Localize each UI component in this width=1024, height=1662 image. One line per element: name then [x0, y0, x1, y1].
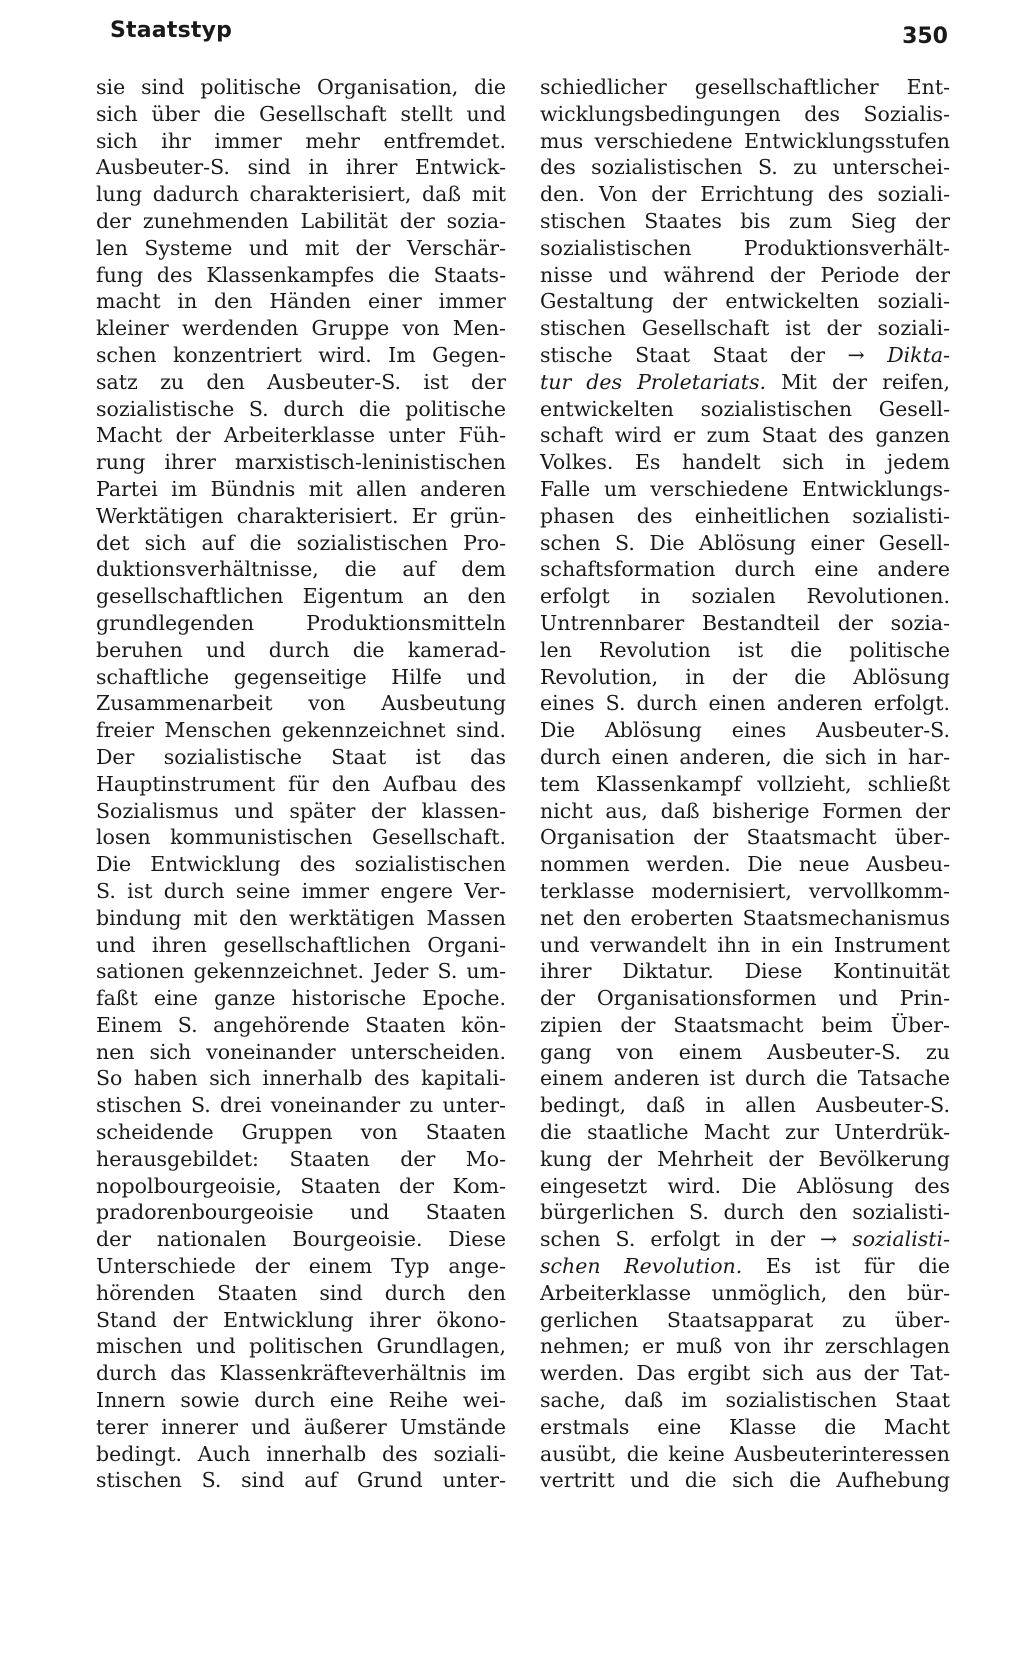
text-line: tur des Proletariats. Mit der reifen,: [540, 369, 950, 394]
text-line: wicklungsbedingungen des Sozialis-: [540, 101, 950, 126]
text-line: erstmals eine Klasse die Macht: [540, 1414, 950, 1439]
text-line: bürgerlichen S. durch den sozialisti-: [540, 1200, 950, 1225]
text-line: rung ihrer marxistisch-leninistischen: [96, 450, 506, 475]
text-line: Die Entwicklung des sozialistischen: [96, 852, 506, 877]
text-line: die staatliche Macht zur Unterdrük-: [540, 1120, 950, 1145]
text-line: lung dadurch charakterisiert, daß mit: [96, 182, 506, 207]
text-line: sationen gekennzeichnet. Jeder S. um-: [96, 959, 506, 984]
text-line: Organisation der Staatsmacht über-: [540, 825, 950, 850]
text-line: vertritt und die sich die Aufhebung: [540, 1468, 950, 1493]
right-text-column: [540, 74, 950, 1494]
text-line: und ihren gesellschaftlichen Organi-: [96, 932, 506, 957]
text-line: Ausbeuter-S. sind in ihrer Entwick-: [96, 155, 506, 180]
text-line: gesellschaftlichen Eigentum an den: [96, 584, 506, 609]
text-line: det sich auf die sozialistischen Pro-: [96, 530, 506, 555]
text-line: nopolbourgeoisie, Staaten der Kom-: [96, 1173, 506, 1198]
text-line: durch einen anderen, die sich in har-: [540, 744, 950, 769]
text-line: den. Von der Errichtung des soziali-: [540, 182, 950, 207]
text-line: Arbeiterklasse unmöglich, den bür-: [540, 1280, 950, 1305]
text-line: Untrennbarer Bestandteil der sozia-: [540, 610, 950, 635]
text-line: stischen Gesellschaft ist der soziali-: [540, 316, 950, 341]
running-header-keyword: Staatstyp: [110, 18, 233, 43]
text-line: hörenden Staaten sind durch den: [96, 1280, 506, 1305]
text-line: nommen werden. Die neue Ausbeu-: [540, 852, 950, 877]
text-line: schaftliche gegenseitige Hilfe und: [96, 664, 506, 689]
text-line: mus verschiedene Entwicklungsstufen: [540, 128, 950, 153]
text-line: sich ihr immer mehr entfremdet.: [96, 128, 506, 153]
text-line: werden. Das ergibt sich aus der Tat-: [540, 1361, 950, 1386]
text-line: Hauptinstrument für den Aufbau des: [96, 771, 506, 796]
text-line: len Revolution ist die politische: [540, 637, 950, 662]
text-line: schaft wird er zum Staat des ganzen: [540, 423, 950, 448]
text-line: schen Revolution. Es ist für die: [540, 1254, 950, 1279]
text-line: schen konzentriert wird. Im Gegen-: [96, 342, 506, 367]
text-line: stischen S. drei voneinander zu unter-: [96, 1093, 506, 1118]
text-line: len Systeme und mit der Verschär-: [96, 235, 506, 260]
text-line: kleiner werdenden Gruppe von Men-: [96, 316, 506, 341]
text-line: beruhen und durch die kamerad-: [96, 637, 506, 662]
text-line: Stand der Entwicklung ihrer ökono-: [96, 1307, 506, 1332]
text-line: freier Menschen gekennzeichnet sind.: [96, 718, 506, 743]
text-line: net den eroberten Staatsmechanismus: [540, 905, 950, 930]
text-line: fung des Klassenkampfes die Staats-: [96, 262, 506, 287]
text-line: ihrer Diktatur. Diese Kontinuität: [540, 959, 950, 984]
text-line: der Organisationsformen und Prin-: [540, 986, 950, 1011]
text-line: sozialistischen Produktionsverhält-: [540, 235, 950, 260]
text-line: eingesetzt wird. Die Ablösung des: [540, 1173, 950, 1198]
text-line: Einem S. angehörende Staaten kön-: [96, 1012, 506, 1037]
text-line: faßt eine ganze historische Epoche.: [96, 986, 506, 1011]
text-line: herausgebildet: Staaten der Mo-: [96, 1146, 506, 1171]
text-line: nehmen; er muß von ihr zerschlagen: [540, 1334, 950, 1359]
text-line: Die Ablösung eines Ausbeuter-S.: [540, 718, 950, 743]
text-line: schen S. erfolgt in der → sozialisti-: [540, 1227, 950, 1252]
text-line: Macht der Arbeiterklasse unter Füh-: [96, 423, 506, 448]
left-text-column: [96, 74, 506, 1494]
text-line: zipien der Staatsmacht beim Über-: [540, 1012, 950, 1037]
text-line: terklasse modernisiert, vervollkomm-: [540, 878, 950, 903]
text-line: und verwandelt ihn in ein Instrument: [540, 932, 950, 957]
text-line: entwickelten sozialistischen Gesell-: [540, 396, 950, 421]
text-line: satz zu den Ausbeuter-S. ist der: [96, 369, 506, 394]
text-line: scheidende Gruppen von Staaten: [96, 1120, 506, 1145]
text-line: nen sich voneinander unterscheiden.: [96, 1039, 506, 1064]
text-line: Der sozialistische Staat ist das: [96, 744, 506, 769]
text-line: bedingt. Auch innerhalb des soziali-: [96, 1441, 506, 1466]
text-line: Volkes. Es handelt sich in jedem: [540, 450, 950, 475]
text-line: der zunehmenden Labilität der sozia-: [96, 208, 506, 233]
text-line: schaftsformation durch eine andere: [540, 557, 950, 582]
text-line: schen S. Die Ablösung einer Gesell-: [540, 530, 950, 555]
text-line: stischen S. sind auf Grund unter-: [96, 1468, 506, 1493]
text-line: sozialistische S. durch die politische: [96, 396, 506, 421]
text-line: eines S. durch einen anderen erfolgt.: [540, 691, 950, 716]
text-line: Zusammenarbeit von Ausbeutung: [96, 691, 506, 716]
text-line: sich über die Gesellschaft stellt und: [96, 101, 506, 126]
text-line: bindung mit den werktätigen Massen: [96, 905, 506, 930]
text-line: schiedlicher gesellschaftlicher Ent-: [540, 75, 950, 99]
text-line: einem anderen ist durch die Tatsache: [540, 1066, 950, 1091]
text-line: Innern sowie durch eine Reihe wei-: [96, 1388, 506, 1413]
text-line: Unterschiede der einem Typ ange-: [96, 1254, 506, 1279]
text-line: bedingt, daß in allen Ausbeuter-S.: [540, 1093, 950, 1118]
text-line: phasen des einheitlichen sozialisti-: [540, 503, 950, 528]
text-line: pradorenbourgeoisie und Staaten: [96, 1200, 506, 1225]
text-line: sache, daß im sozialistischen Staat: [540, 1388, 950, 1413]
text-line: ausübt, die keine Ausbeuterinteressen: [540, 1441, 950, 1466]
text-line: Sozialismus und später der klassen-: [96, 798, 506, 823]
text-line: nicht aus, daß bisherige Formen der: [540, 798, 950, 823]
text-line: des sozialistischen S. zu unterschei-: [540, 155, 950, 180]
text-line: duktionsverhältnisse, die auf dem: [96, 557, 506, 582]
text-line: So haben sich innerhalb des kapitali-: [96, 1066, 506, 1091]
text-line: durch das Klassenkräfteverhältnis im: [96, 1361, 506, 1386]
text-line: losen kommunistischen Gesellschaft.: [96, 825, 506, 850]
text-line: S. ist durch seine immer engere Ver-: [96, 878, 506, 903]
text-line: sie sind politische Organisation, die: [96, 75, 506, 99]
text-line: der nationalen Bourgeoisie. Diese: [96, 1227, 506, 1252]
text-line: stische Staat Staat der → Dikta-: [540, 342, 950, 367]
text-line: gang von einem Ausbeuter-S. zu: [540, 1039, 950, 1064]
text-line: stischen Staates bis zum Sieg der: [540, 208, 950, 233]
text-line: gerlichen Staatsapparat zu über-: [540, 1307, 950, 1332]
text-line: Revolution, in der die Ablösung: [540, 664, 950, 689]
text-line: macht in den Händen einer immer: [96, 289, 506, 314]
text-line: Falle um verschiedene Entwicklungs-: [540, 476, 950, 501]
text-line: terer innerer und äußerer Umstände: [96, 1414, 506, 1439]
text-line: kung der Mehrheit der Bevölkerung: [540, 1146, 950, 1171]
page-number: 350: [902, 24, 948, 49]
text-line: Werktätigen charakterisiert. Er grün-: [96, 503, 506, 528]
text-line: nisse und während der Periode der: [540, 262, 950, 287]
text-line: erfolgt in sozialen Revolutionen.: [540, 584, 950, 609]
text-line: mischen und politischen Grundlagen,: [96, 1334, 506, 1359]
text-line: Partei im Bündnis mit allen anderen: [96, 476, 506, 501]
text-line: Gestaltung der entwickelten soziali-: [540, 289, 950, 314]
text-line: grundlegenden Produktionsmitteln: [96, 610, 506, 635]
text-line: tem Klassenkampf vollzieht, schließt: [540, 771, 950, 796]
